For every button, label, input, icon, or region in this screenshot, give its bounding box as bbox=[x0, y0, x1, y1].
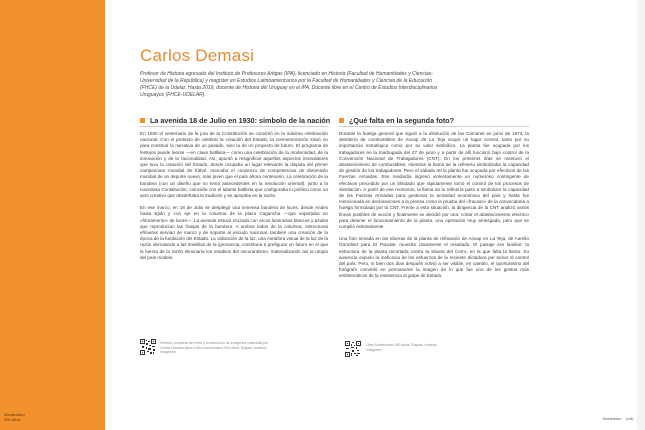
qr-code-icon[interactable] bbox=[345, 341, 361, 357]
right-section-title bbox=[339, 116, 454, 125]
bullet-square-icon bbox=[339, 118, 344, 123]
logo-cdf: |cdf| bbox=[626, 417, 633, 421]
sidebar-footer-line1: Montevideo bbox=[4, 412, 25, 417]
right-paragraph-2: Una foto tomada en las afueras de la planta de refinación de Ancap en La Teja, de Aurelio González para El Popular, muestra claramente el resultado. El paisaje era familiar: la estructura de la planta recortada contra la silueta del Cerro, en la que falta la llama. Su ausencia expuso la ineficacia de los esfuerzos de la reciente dictadura por tomar el control del país. Pero, si bien dos días después volvió a ser visible, en cambio, el oportunismo del fotógrafo convirtió en permanente la imagen de lo que fue uno de los gestos más emblemáticos de la resistencia al golpe de Estado. bbox=[339, 236, 529, 279]
author-bio: Profesor de Historia egresado del Instituto de Profesores Artigas (IPA), licenciado en Historia (Facultad de Humanidades y Ciencias-Universidad de la República) y magíster en Estudios Latinoamericanos por la Facultad de Humanidades y Ciencias de la Educación (FHCE) de la Udelar. Hasta 2019, docente de Historia del Uruguay en el IPA. Docente libre en el Centro de Estudios Interdisciplinarios Uruguayos (FHCE-UDELAR). bbox=[140, 71, 438, 98]
right-title-text: ¿Qué falta en la segunda foto? bbox=[349, 116, 455, 125]
right-edge-strip bbox=[637, 0, 645, 430]
right-title-rule bbox=[339, 126, 529, 127]
left-paragraph-1: En 1930 el centenario de la jura de la Constitución se convirtió en la máxima celebración nacional. Con el pretexto de celebrar la creación del Estado, la conmemoración sirvió no para construir la narrativa de un pasado, sino la de un proyecto de futuro. El programa de festejos puede leerse —en clave batllista— como una celebración de la modernidad, de la innovación y de la racionalidad. Así, apuntó a resignificar aquellos aspectos innovadores que tuvo la creación del Estado, donde ocupaba un lugar relevante la disputa del primer campeonato mundial de fútbol: marcaba el comienzo de competencias de dimensión mundial de un deporte nuevo, más joven que el país ahora centenario. La celebración de la bandera (con un diseño que no tenía antecedentes en la revolución oriental), junto a la novedosa Constitución, coincidía con el talante batllista que configuraba lo político como un acto creativo que desdeñaba la tradición y se apoyaba en la razón. bbox=[140, 131, 328, 199]
qr-code-icon[interactable] bbox=[140, 339, 156, 355]
left-section-title bbox=[140, 116, 330, 125]
left-paragraph-2: En ese marco, en 18 de Julio se desplegó una inmensa bandera de luces, desde Andes hasta Ejido y con eje en la columna de la plaza Cagancha —que soportaba un «firmamento» de luces—. La avenida estuvo cruzada con arcos luminosos blancos y azules que reproducían las franjas de la bandera. A ambos lados de la columna, estructuras efímeras servían de marco y de soporte al escudo nacional, también una creación de la época de la fundación del Estado. La utilización de la luz, una metáfora visual de la luz de la razón derrotando a las tinieblas de la ignorancia, contribuía a prefigurar un futuro en el que la fuerza de la razón eliminaría los resabios del oscurantismo, materializando así la utopía del país modelo. bbox=[140, 205, 328, 260]
right-paragraph-1: Durante la huelga general que siguió a la disolución de las Cámaras en junio de 1973, la destilería de combustibles de Ancap de La Teja ocupó un lugar central, tanto por su importancia estratégica como por su valor simbólico. La planta fue ocupada por los trabajadores en la madrugada del 27 de junio y a partir de allí funcionó bajo control de la Convención Nacional de Trabajadores (CNT). En los primeros días se mantuvo el abastecimiento de combustibles, mientras la llama de la refinería simbolizaba la capacidad de gestión de los trabajadores. Pero el sábado 30 la planta fue ocupada por efectivos de las Fuerzas Armadas. Ese mediodía ingresó violentamente un numeroso contingente de efectivos precedido por un blindado que rápidamente tomó el control de los procesos de destilación. A partir de ese momento, la llama de la refinería pasó a simbolizar la capacidad de las Fuerzas Armadas para gestionar la actividad económica del país y hasta fue mencionada en declaraciones a la prensa como la prueba del «fracaso» de la convocatoria a huelga formulada por la CNT. Frente a esta situación, la dirigencia de la CNT analizó varias líneas posibles de acción y finalmente se decidió por una: cortar el abastecimiento eléctrico para detener el funcionamiento de la planta, una operación muy arriesgada, pero que se cumplió exitosamente. bbox=[339, 131, 529, 230]
left-body bbox=[140, 131, 328, 267]
logo-montevideo: Montevideo bbox=[602, 417, 622, 421]
right-qr-caption: Libro Montevideo 300 años. Etapas, rumbos, imágenes bbox=[366, 343, 438, 352]
sidebar-footer bbox=[4, 412, 25, 422]
footer-logos bbox=[603, 417, 633, 421]
left-title-text: La avenida 18 de Julio en 1930: símbolo de la nación bbox=[150, 116, 331, 125]
left-qr-caption: Versión completa del texto y la selección de imágenes realizada por Carlos Demasi para el libro Montevideo 300 años. Etapas, rumbos, imágenes bbox=[160, 341, 269, 355]
bullet-square-icon bbox=[140, 118, 145, 123]
right-body bbox=[339, 131, 529, 286]
sidebar-band bbox=[0, 0, 105, 430]
left-title-rule bbox=[140, 126, 328, 127]
sidebar-footer-line2: 300 años bbox=[4, 417, 21, 422]
author-name: Carlos Demasi bbox=[140, 46, 255, 65]
